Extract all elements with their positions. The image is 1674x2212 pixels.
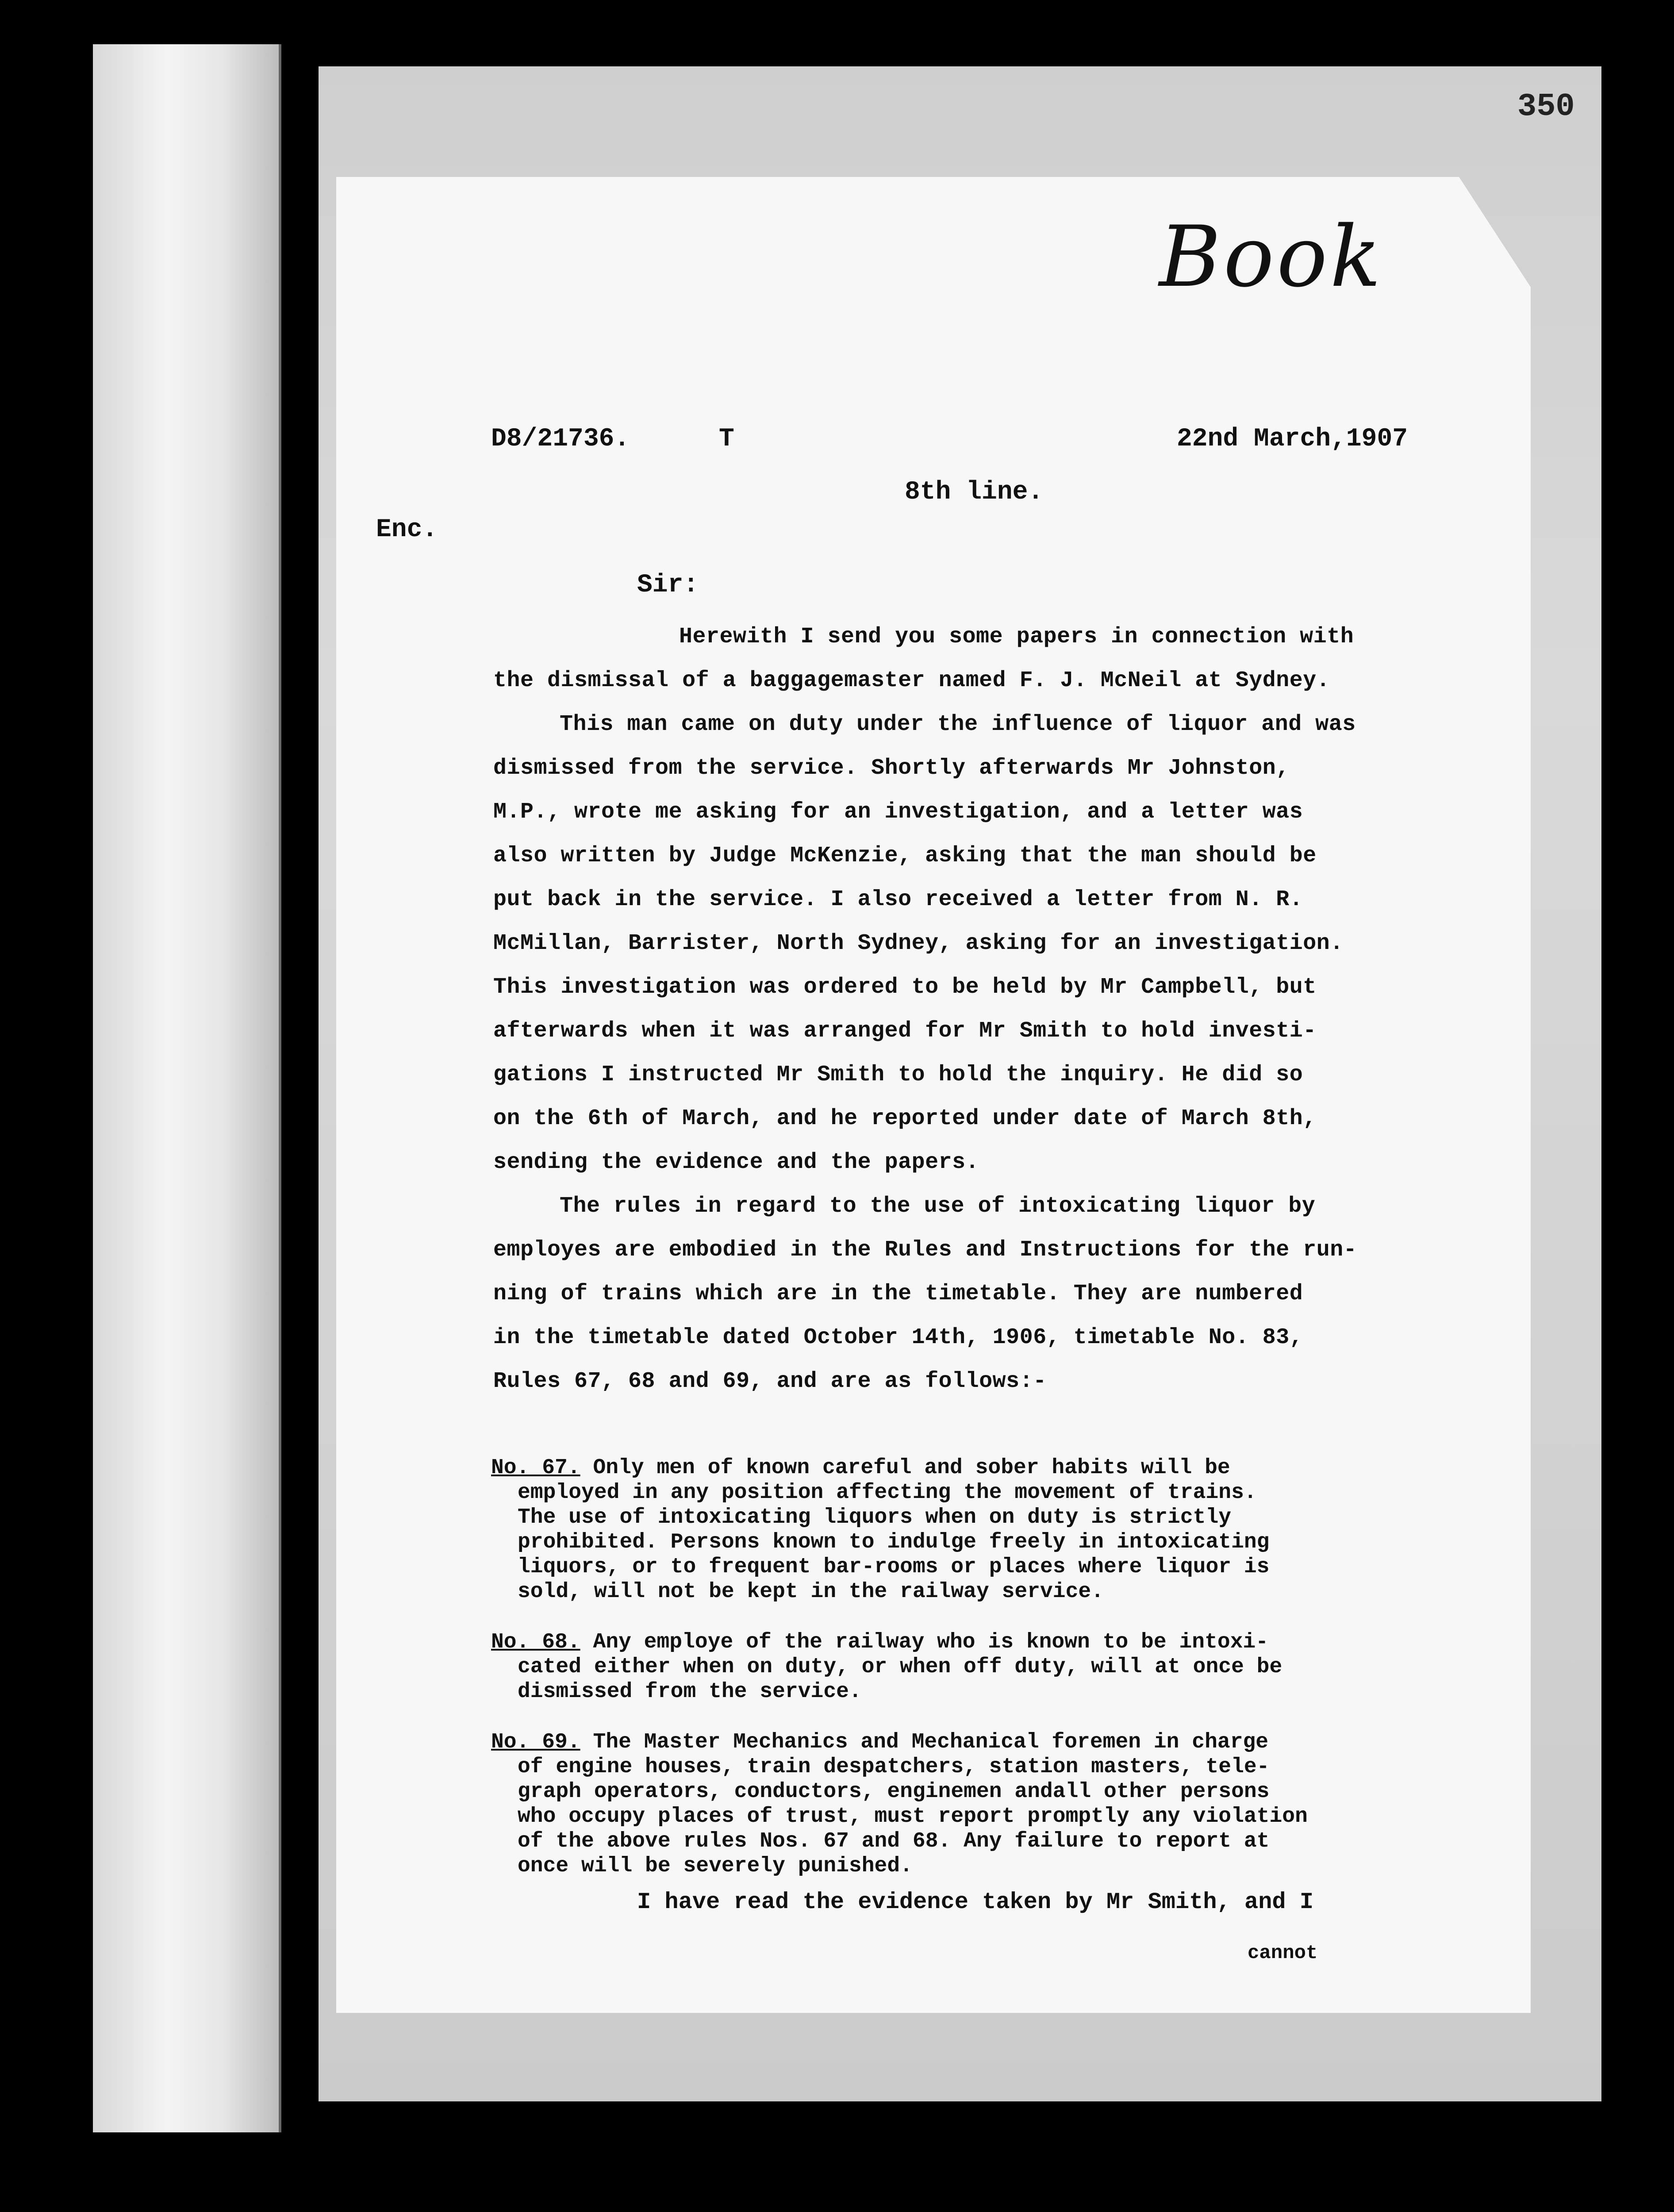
rule-line: dismissed from the service. [518, 1680, 862, 1704]
rule-line: prohibited. Persons known to indulge freely in intoxicating [518, 1530, 1270, 1554]
closing-line: I have read the evidence taken by Mr Smith, and I [637, 1889, 1314, 1915]
rule-line: The use of intoxicating liquors when on duty is strictly [518, 1505, 1232, 1529]
body-line: the dismissal of a baggagemaster named F. J. McNeil at Sydney. [493, 668, 1330, 693]
rule-number: No. 68. [491, 1630, 580, 1654]
handwritten-note: Book [1159, 208, 1384, 306]
rule-69 [491, 1730, 1407, 1878]
line-note: 8th line. [905, 478, 1044, 507]
body-line: dismissed from the service. Shortly afterwards Mr Johnston, [493, 756, 1290, 781]
body-line: McMillan, Barrister, North Sydney, asking for an investigation. [493, 931, 1344, 956]
body-line: afterwards when it was arranged for Mr Smith to hold investi- [493, 1018, 1317, 1044]
binding-strip [93, 44, 281, 2132]
letter-body [493, 615, 1400, 1403]
rule-68 [491, 1630, 1407, 1704]
rule-number: No. 67. [491, 1456, 580, 1480]
rules-list [491, 1455, 1407, 1904]
salutation: Sir: [637, 571, 699, 599]
reference-mark: T [719, 425, 734, 453]
rule-line: once will be severely punished. [518, 1854, 913, 1878]
body-line: M.P., wrote me asking for an investigation, and a letter was [493, 799, 1303, 825]
page-number: 350 [1517, 88, 1575, 125]
body-line: This investigation was ordered to be held by Mr Campbell, but [493, 975, 1317, 1000]
body-line: ning of trains which are in the timetable. They are numbered [493, 1281, 1303, 1306]
rule-line: cated either when on duty, or when off duty, will at once be [518, 1655, 1282, 1679]
body-line: in the timetable dated October 14th, 1906, timetable No. 83, [493, 1325, 1303, 1350]
rule-67 [491, 1455, 1407, 1604]
rule-line: who occupy places of trust, must report promptly any violation [518, 1805, 1308, 1828]
body-line: Rules 67, 68 and 69, and are as follows:- [493, 1369, 1047, 1394]
body-line: put back in the service. I also received a letter from N. R. [493, 887, 1303, 912]
enclosure-note: Enc. [376, 515, 438, 544]
rule-line: Any employe of the railway who is known to be intoxi- [593, 1630, 1269, 1654]
body-line: also written by Judge McKenzie, asking that the man should be [493, 843, 1317, 868]
rule-line: The Master Mechanics and Mechanical foremen in charge [593, 1730, 1269, 1754]
body-line: The rules in regard to the use of intoxicating liquor by [560, 1194, 1316, 1219]
rule-line: of the above rules Nos. 67 and 68. Any failure to report at [518, 1829, 1270, 1853]
body-line: sending the evidence and the papers. [493, 1150, 979, 1175]
body-line: This man came on duty under the influence of liquor and was [560, 712, 1356, 737]
rule-line: sold, will not be kept in the railway service. [518, 1580, 1104, 1604]
body-line: gations I instructed Mr Smith to hold the inquiry. He did so [493, 1062, 1303, 1087]
body-line: Herewith I send you some papers in connection with [679, 624, 1354, 649]
rule-line: of engine houses, train despatchers, station masters, tele- [518, 1755, 1270, 1779]
reference-number: D8/21736. [491, 425, 630, 453]
rule-line: graph operators, conductors, enginemen andall other persons [518, 1780, 1270, 1804]
body-line: on the 6th of March, and he reported under date of March 8th, [493, 1106, 1317, 1131]
letter-date: 22nd March,1907 [1177, 425, 1408, 453]
rule-line: employed in any position affecting the movement of trains. [518, 1481, 1257, 1505]
rule-number: No. 69. [491, 1730, 580, 1754]
rule-line: Only men of known careful and sober habits will be [593, 1456, 1230, 1480]
catchword: cannot [1248, 1942, 1318, 1964]
body-line: employes are embodied in the Rules and Instructions for the run- [493, 1237, 1357, 1263]
rule-line: liquors, or to frequent bar-rooms or places where liquor is [518, 1555, 1270, 1579]
